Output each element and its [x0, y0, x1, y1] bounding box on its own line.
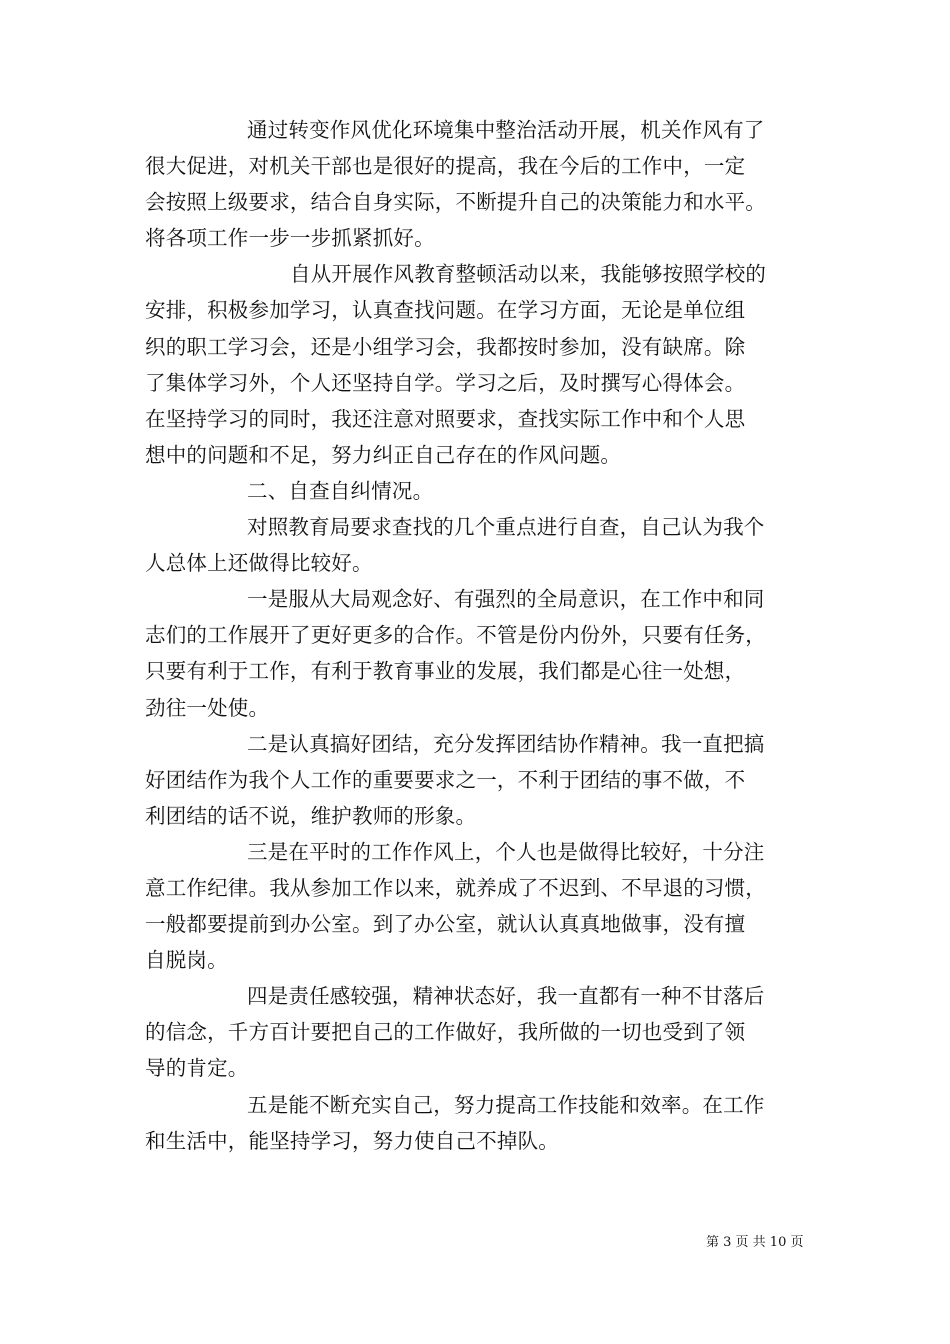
paragraph-point-five: 五是能不断充实自己，努力提高工作技能和效率。在工作 和生活中，能坚持学习，努力使自己不掉队。 — [145, 1092, 765, 1153]
paragraph-point-two: 二是认真搞好团结，充分发挥团结协作精神。我一直把搞 好团结作为我个人工作的重要要求之一，不利于团结的事不做，不 利团结的话不说，维护教师的形象。 — [145, 731, 765, 828]
paragraph-study-participation: 自从开展作风教育整顿活动以来，我能够按照学校的 安排，积极参加学习，认真查找问题。在学习方面，无论是单位组 织的职工学习会，还是小组学习会，我都按时参加，没有缺席。除 了集体学习外，个人还坚持自学。学习之后，及时撰写心得体会。 在坚持学习的同时，我还注意对照要求，查找实际工作中和个人思 想中的问题和不足，努力纠正自己存在的作风问题。 — [145, 262, 767, 467]
paragraph-point-three: 三是在平时的工作作风上，个人也是做得比较好，十分注 意工作纪律。我从参加工作以来，就养成了不迟到、不早退的习惯， 一般都要提前到办公室。到了办公室，就认认真真地做事，没有擅 自脱岗。 — [145, 839, 766, 973]
section-heading-self-inspection: 二、自查自纠情况。 — [247, 478, 434, 503]
document-body — [145, 112, 820, 1159]
paragraph-point-four: 四是责任感较强，精神状态好，我一直都有一种不甘落后 的信念，千方百计要把自己的工作做好，我所做的一切也受到了领 导的肯定。 — [145, 984, 765, 1081]
paragraph-work-style-improvement: 通过转变作风优化环境集中整治活动开展，机关作风有了 很大促进，对机关干部也是很好的提高，我在今后的工作中，一定 会按照上级要求，结合自身实际，不断提升自己的决策能力和水平。 将各项工作一步一步抓紧抓好。 — [145, 118, 766, 251]
paragraph-point-one: 一是服从大局观念好、有强烈的全局意识，在工作中和同 志们的工作展开了更好更多的合作。不管是份内份外，只要有任务， 只要有利于工作，有利于教育事业的发展，我们都是心往一处想， 劲往一处使。 — [145, 587, 766, 720]
page-number-footer: 第 3 页 共 10 页 — [706, 1235, 804, 1250]
paragraph-self-inspection-intro: 对照教育局要求查找的几个重点进行自查，自己认为我个 人总体上还做得比较好。 — [145, 515, 765, 576]
